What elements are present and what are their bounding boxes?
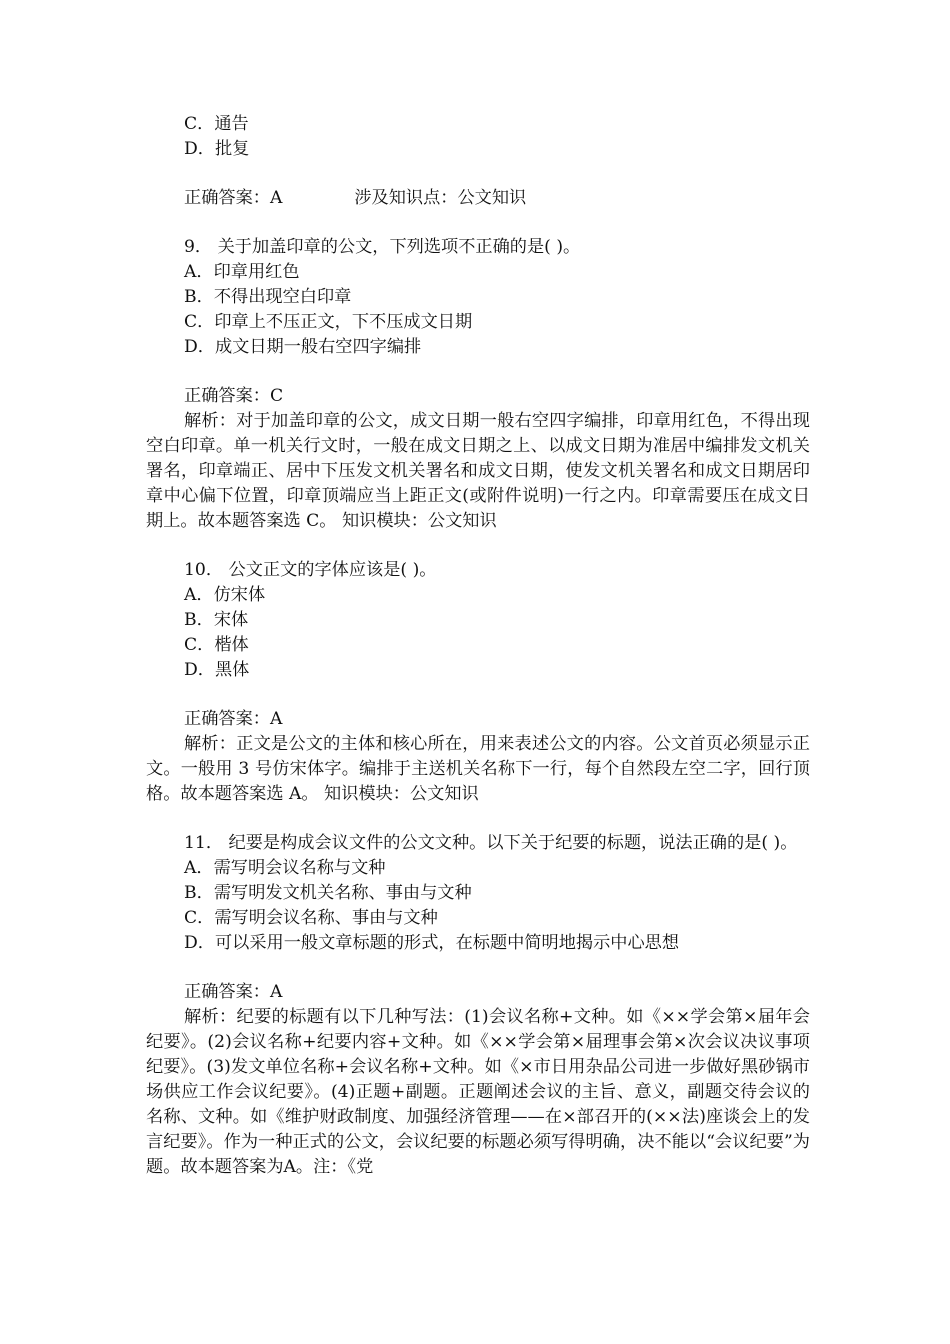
q10-option-a: A．仿宋体 xyxy=(184,585,266,605)
q11-option-a: A．需写明会议名称与文种 xyxy=(184,858,386,878)
q11-option-b: B．需写明发文机关名称、事由与文种 xyxy=(184,883,472,903)
q11-option-d: D．可以采用一般文章标题的形式，在标题中简明地揭示中心思想 xyxy=(184,933,680,953)
q8-answer-row xyxy=(146,186,810,211)
document-page xyxy=(146,112,810,1180)
q11-stem: 11． 纪要是构成会议文件的公文文种。以下关于纪要的标题，说法正确的是( )。 xyxy=(184,833,798,853)
q9-analysis: 解析：对于加盖印章的公文，成文日期一般右空四字编排，印章用红色，不得出现空白印章。单一机关行文时，一般在成文日期之上、以成文日期为准居中编排发文机关署名，印章端正、居中下压发文机关署名和成文日期，使发文机关署名和成文日期居印章中心偏下位置，印章顶端应当上距正文(或附件说明)一行之内。印章需要压在成文日期上。故本题答案选 C。 知识模块：公文知识 xyxy=(146,411,810,531)
q9-option-d: D．成文日期一般右空四字编排 xyxy=(184,337,422,357)
q10-answer: 正确答案：A xyxy=(184,709,283,729)
q10-analysis: 解析：正文是公文的主体和核心所在，用来表述公文的内容。公文首页必须显示正文。一般用 3 号仿宋体字。编排于主送机关名称下一行，每个自然段左空二字，回行顶格。故本题答案选 A。 知识模块：公文知识 xyxy=(146,734,810,804)
q11-option-c: C．需写明会议名称、事由与文种 xyxy=(184,908,438,928)
q9-stem: 9． 关于加盖印章的公文，下列选项不正确的是( )。 xyxy=(184,237,581,257)
q8-option-c: C．通告 xyxy=(184,114,249,134)
q8-knowledge: 涉及知识点：公文知识 xyxy=(354,188,527,208)
q8-answer: 正确答案：A xyxy=(184,188,283,208)
q11-analysis: 解析：纪要的标题有以下几种写法：(1)会议名称+文种。如《××学会第×届年会纪要》。(2)会议名称+纪要内容+文种。如《××学会第×届理事会第×次会议决议事项纪要》。(3)发文单位名称+会议名称+文种。如《×市日用杂品公司进一步做好黑砂锅市场供应工作会议纪要》。(4)正题+副题。正题阐述会议的主旨、意义，副题交待会议的名称、文种。如《维护财政制度、加强经济管理——在×部召开的(××法)座谈会上的发言纪要》。作为一种正式的公文，会议纪要的标题必须写得明确，决不能以“会议纪要”为题。故本题答案为A。注：《党 xyxy=(146,1007,810,1177)
q9-answer: 正确答案：C xyxy=(184,386,284,406)
q9-option-c: C．印章上不压正文，下不压成文日期 xyxy=(184,312,473,332)
q11-answer: 正确答案：A xyxy=(184,982,283,1002)
q8-option-d: D．批复 xyxy=(184,139,250,159)
q10-stem: 10． 公文正文的字体应该是( )。 xyxy=(184,560,437,580)
q9-option-a: A．印章用红色 xyxy=(184,262,300,282)
q9-option-b: B．不得出现空白印章 xyxy=(184,287,352,307)
q10-option-c: C．楷体 xyxy=(184,635,249,655)
q10-option-b: B．宋体 xyxy=(184,610,249,630)
q10-option-d: D．黑体 xyxy=(184,660,250,680)
